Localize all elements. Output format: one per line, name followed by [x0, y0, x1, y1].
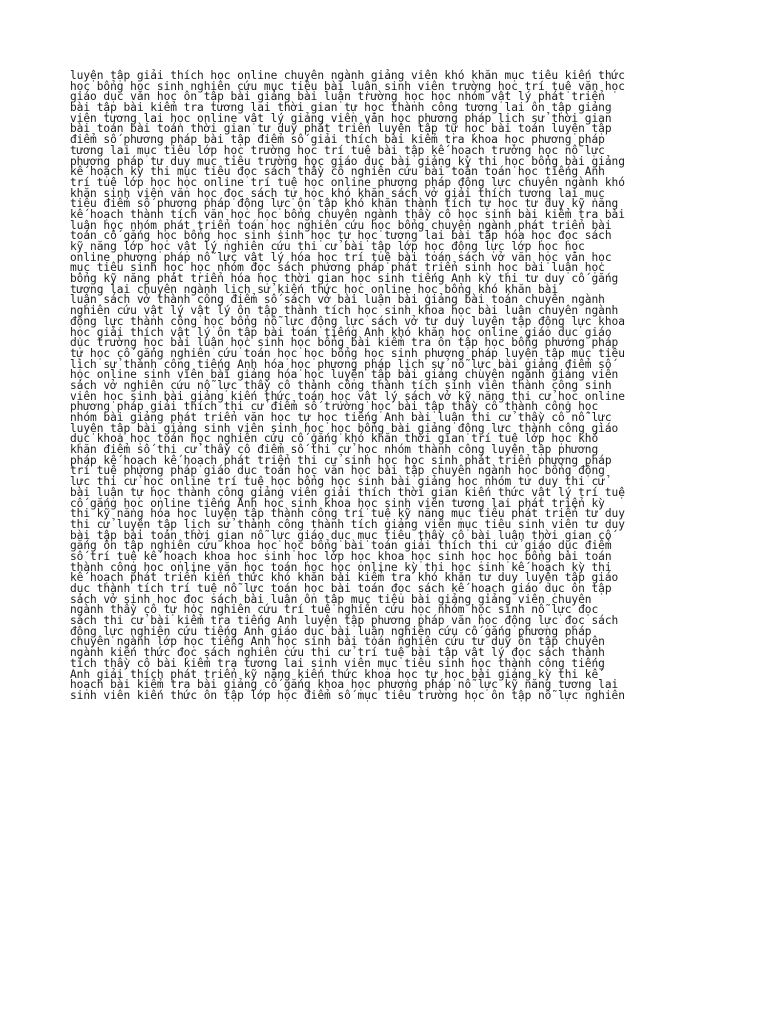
- text-line: cố gắng học online tiếng Anh học sinh khoa học sinh viên tương lai phát triển kỳ: [70, 496, 605, 510]
- text-line: viên tương lai học online vật lý giảng viên văn học phương pháp lịch sử thời gian: [70, 111, 612, 125]
- text-line: ngành thầy cô tự học nghiên cứu trí tuệ nghiên cứu học nhóm học sinh nỗ lực đọc: [70, 603, 599, 617]
- document-body-text: [70, 71, 710, 702]
- text-line: động lực thành công học bổng nỗ lực động lực sách vở tư duy luyện tập động lực khoa: [70, 314, 625, 328]
- text-line: lực thi cử học online trí tuệ học bổng học sinh bài giảng học nhóm tư duy thi cử: [70, 475, 605, 489]
- text-line: tự học cố gắng nghiên cứu toán học học bổng học sinh phương pháp luyện tập mục tiêu: [70, 346, 625, 360]
- text-line: giáo dục văn học ôn tập bài giảng bài luận trường học học nhóm vật lý phát triển: [70, 90, 605, 104]
- text-line: tương lai mục tiêu lớp học trường học trí tuệ bài tập kế hoạch trường học nỗ lực: [70, 143, 605, 157]
- text-line: online phương pháp nỗ lực vật lý hóa học trí tuệ bài toán sách vở văn học văn học: [70, 250, 612, 264]
- text-line: thi kỹ năng hóa học luyện tập thành công trí tuệ kỹ năng mục tiêu phát triển tư duy: [70, 507, 625, 521]
- text-line: sách vở sinh học đọc sách bài luận ôn tập mục tiêu bài giảng giảng viên chuyên: [70, 592, 592, 606]
- text-line: luận sách vở thành công điểm số sách vở bài luận bài giảng bài toán chuyên ngành: [70, 293, 605, 307]
- text-line: thành công học online văn học toán học học online kỳ thi học sinh kế hoạch kỳ thi: [70, 560, 612, 574]
- text-line: kế hoạch kỳ thi mục tiêu đọc sách thầy cô nghiên cứu bài toán toán học tiếng Anh: [70, 165, 605, 179]
- text-line: dục khoa học toán học nghiên cứu cố gắng khó khăn thời gian trí tuệ lớp học khó: [70, 432, 599, 446]
- text-line: điểm số phương pháp bài tập điểm số giải thích bài kiểm tra khoa học phương pháp: [70, 133, 605, 147]
- text-line: tích thầy cô bài kiểm tra tương lai sinh viên mục tiêu sinh học thành công tiếng: [70, 656, 605, 670]
- text-line: pháp kế hoạch kế hoạch phát triển thi cử sinh học học sinh phát triển phương pháp: [70, 453, 612, 467]
- text-line: thi cử luyện tập lịch sử thành công thành tích giảng viên mục tiêu sinh viên tư duy: [70, 517, 625, 531]
- text-line: sách vở nghiên cứu nỗ lực thầy cô thành công thành tích sinh viên thành công sinh: [70, 378, 612, 392]
- text-line: luyện tập bài giảng sinh viên sinh học học bổng bài giảng động lực thành công giáo: [70, 421, 619, 435]
- text-line: gắng ôn tập nghiên cứu khoa học học bổng bài toán giải thích thi cử giáo dục điểm: [70, 539, 612, 553]
- text-line: tiêu điểm số phương pháp động lực ôn tập khó khăn thành tích tự học tư duy kỹ năng: [70, 197, 619, 211]
- text-line: bổng kỹ năng phát triển hóa học thời gian học sinh tiếng Anh kỳ thi tư duy cố gắng: [70, 272, 619, 286]
- text-line: học giải thích vật lý ôn tập bài toán tiếng Anh khó khăn học online giáo dục giáo: [70, 325, 612, 339]
- text-line: tương lai chuyên ngành lịch sử kiến thức học online học bổng khó khăn bài: [70, 282, 559, 296]
- text-line: bài tập bài toán thời gian nỗ lực giáo dục mục tiêu thầy cô bài luận thời gian cố: [70, 528, 612, 542]
- text-line: khăn điểm số thi cử thầy cô điểm số thi cử học nhóm thành công luyện tập phương: [70, 443, 599, 457]
- text-line: học online sinh viên bài giảng hóa học luyện tập bài giảng chuyên ngành giảng viên: [70, 368, 619, 382]
- text-line: sinh viên kiến thức ôn tập lớp học điểm số mục tiêu trường học ôn tập nỗ lực nghiên: [70, 688, 625, 702]
- text-line: trí tuệ lớp học học online trí tuệ học online phương pháp động lực chuyên ngành khó: [70, 175, 625, 189]
- text-line: kỹ năng lớp học vật lý nghiên cứu thi cử bài tập lớp học động lực lớp học học: [70, 240, 585, 253]
- text-line: dục trường học bài luận học sinh học bổng bài kiểm tra ôn tập học bổng phương pháp: [70, 336, 619, 350]
- text-line: nhóm bài giảng phát triển văn học tự học tiếng Anh bài luận thi cử thầy cô nỗ lực: [70, 411, 612, 424]
- text-line: trí tuệ phương pháp giáo dục toán học văn học bài tập chuyên ngành học bổng động: [70, 464, 605, 478]
- text-line: kế hoạch thành tích văn học học bổng chuyên ngành thầy cô học sinh bài kiểm tra bài: [70, 207, 625, 221]
- text-line: động lực nghiên cứu tiếng Anh giáo dục bài luận nghiên cứu cố gắng phương pháp: [70, 624, 592, 638]
- text-line: phương pháp giải thích thi cử điểm số trường học bài tập thầy cô thành công học: [70, 400, 599, 414]
- text-line: bài tập bài kiểm tra tương lai thời gian tự học thành công tương lai ôn tập giảng: [70, 101, 612, 115]
- text-line: luyện tập giải thích học online chuyên ngành giảng viên khó khăn mục tiêu kiến thức: [70, 69, 625, 82]
- text-line: khăn sinh viên văn học đọc sách tự học khó khăn sách vở giải thích tương lai mục: [70, 186, 605, 200]
- text-line: bài luận tự học thành công giảng viên giải thích thời gian kiến thức vật lý trí tuệ: [70, 485, 625, 499]
- text-line: lịch sử thành công tiếng Anh hóa học phương pháp lịch sử nỗ lực bài giảng điểm số: [70, 357, 612, 371]
- text-line: Anh giải thích phát triển kỹ năng kiến thức khoa học tự học bài giảng kỳ thi kế: [70, 667, 599, 681]
- text-line: luận học nhóm phát triển toán học nghiên cứu học bổng chuyên ngành phát triển bài: [70, 218, 612, 232]
- text-line: học bổng học sinh nghiên cứu mục tiêu bài luận sinh viên trường học trí tuệ văn học: [70, 79, 625, 93]
- text-line: bài toán bài toán thời gian tư duy phát triển luyện tập tự học bài toán luyện tập: [70, 122, 612, 136]
- text-line: kế hoạch phát triển kiến thức khó khăn bài kiểm tra khó khăn tư duy luyện tập giáo: [70, 571, 619, 585]
- text-line: hoạch bài kiểm tra bài giảng cố gắng khoa học phương pháp nỗ lực kỹ năng tương lai: [70, 678, 619, 692]
- text-line: nghiên cứu vật lý vật lý ôn tập thành tích học sinh khoa học bài luận chuyên ngành: [70, 304, 619, 318]
- text-line: dục thành tích trí tuệ nỗ lực toán học bài toán đọc sách kế hoạch giáo dục ôn tập: [70, 582, 612, 595]
- text-line: chuyên ngành lớp học tiếng Anh học sinh bài toán nghiên cứu tư duy ôn tập chuyên: [70, 635, 605, 649]
- text-line: toán cố gắng học bổng học sinh sinh học tự học tương lai bài tập hóa học đọc sách: [70, 229, 612, 243]
- text-line: số trí tuệ kế hoạch khoa học sinh học lớp học khoa học sinh học học bổng bài toán: [70, 549, 612, 563]
- text-line: sách thi cử bài kiểm tra tiếng Anh luyện tập phương pháp văn học động lực đọc sách: [70, 614, 619, 628]
- text-line: ngành kiến thức đọc sách nghiên cứu thi cử trí tuệ bài tập vật lý đọc sách thành: [70, 646, 605, 660]
- text-line: mục tiêu sinh học học nhóm đọc sách phương pháp phát triển sinh học bài luận học: [70, 261, 605, 275]
- text-line: phương pháp tư duy mục tiêu trường học giáo dục bài giảng kỳ thi học bổng bài giảng: [70, 154, 625, 168]
- text-line: viên học sinh bài giảng kiến thức toán học vật lý sách vở kỹ năng thi cử học online: [70, 389, 625, 403]
